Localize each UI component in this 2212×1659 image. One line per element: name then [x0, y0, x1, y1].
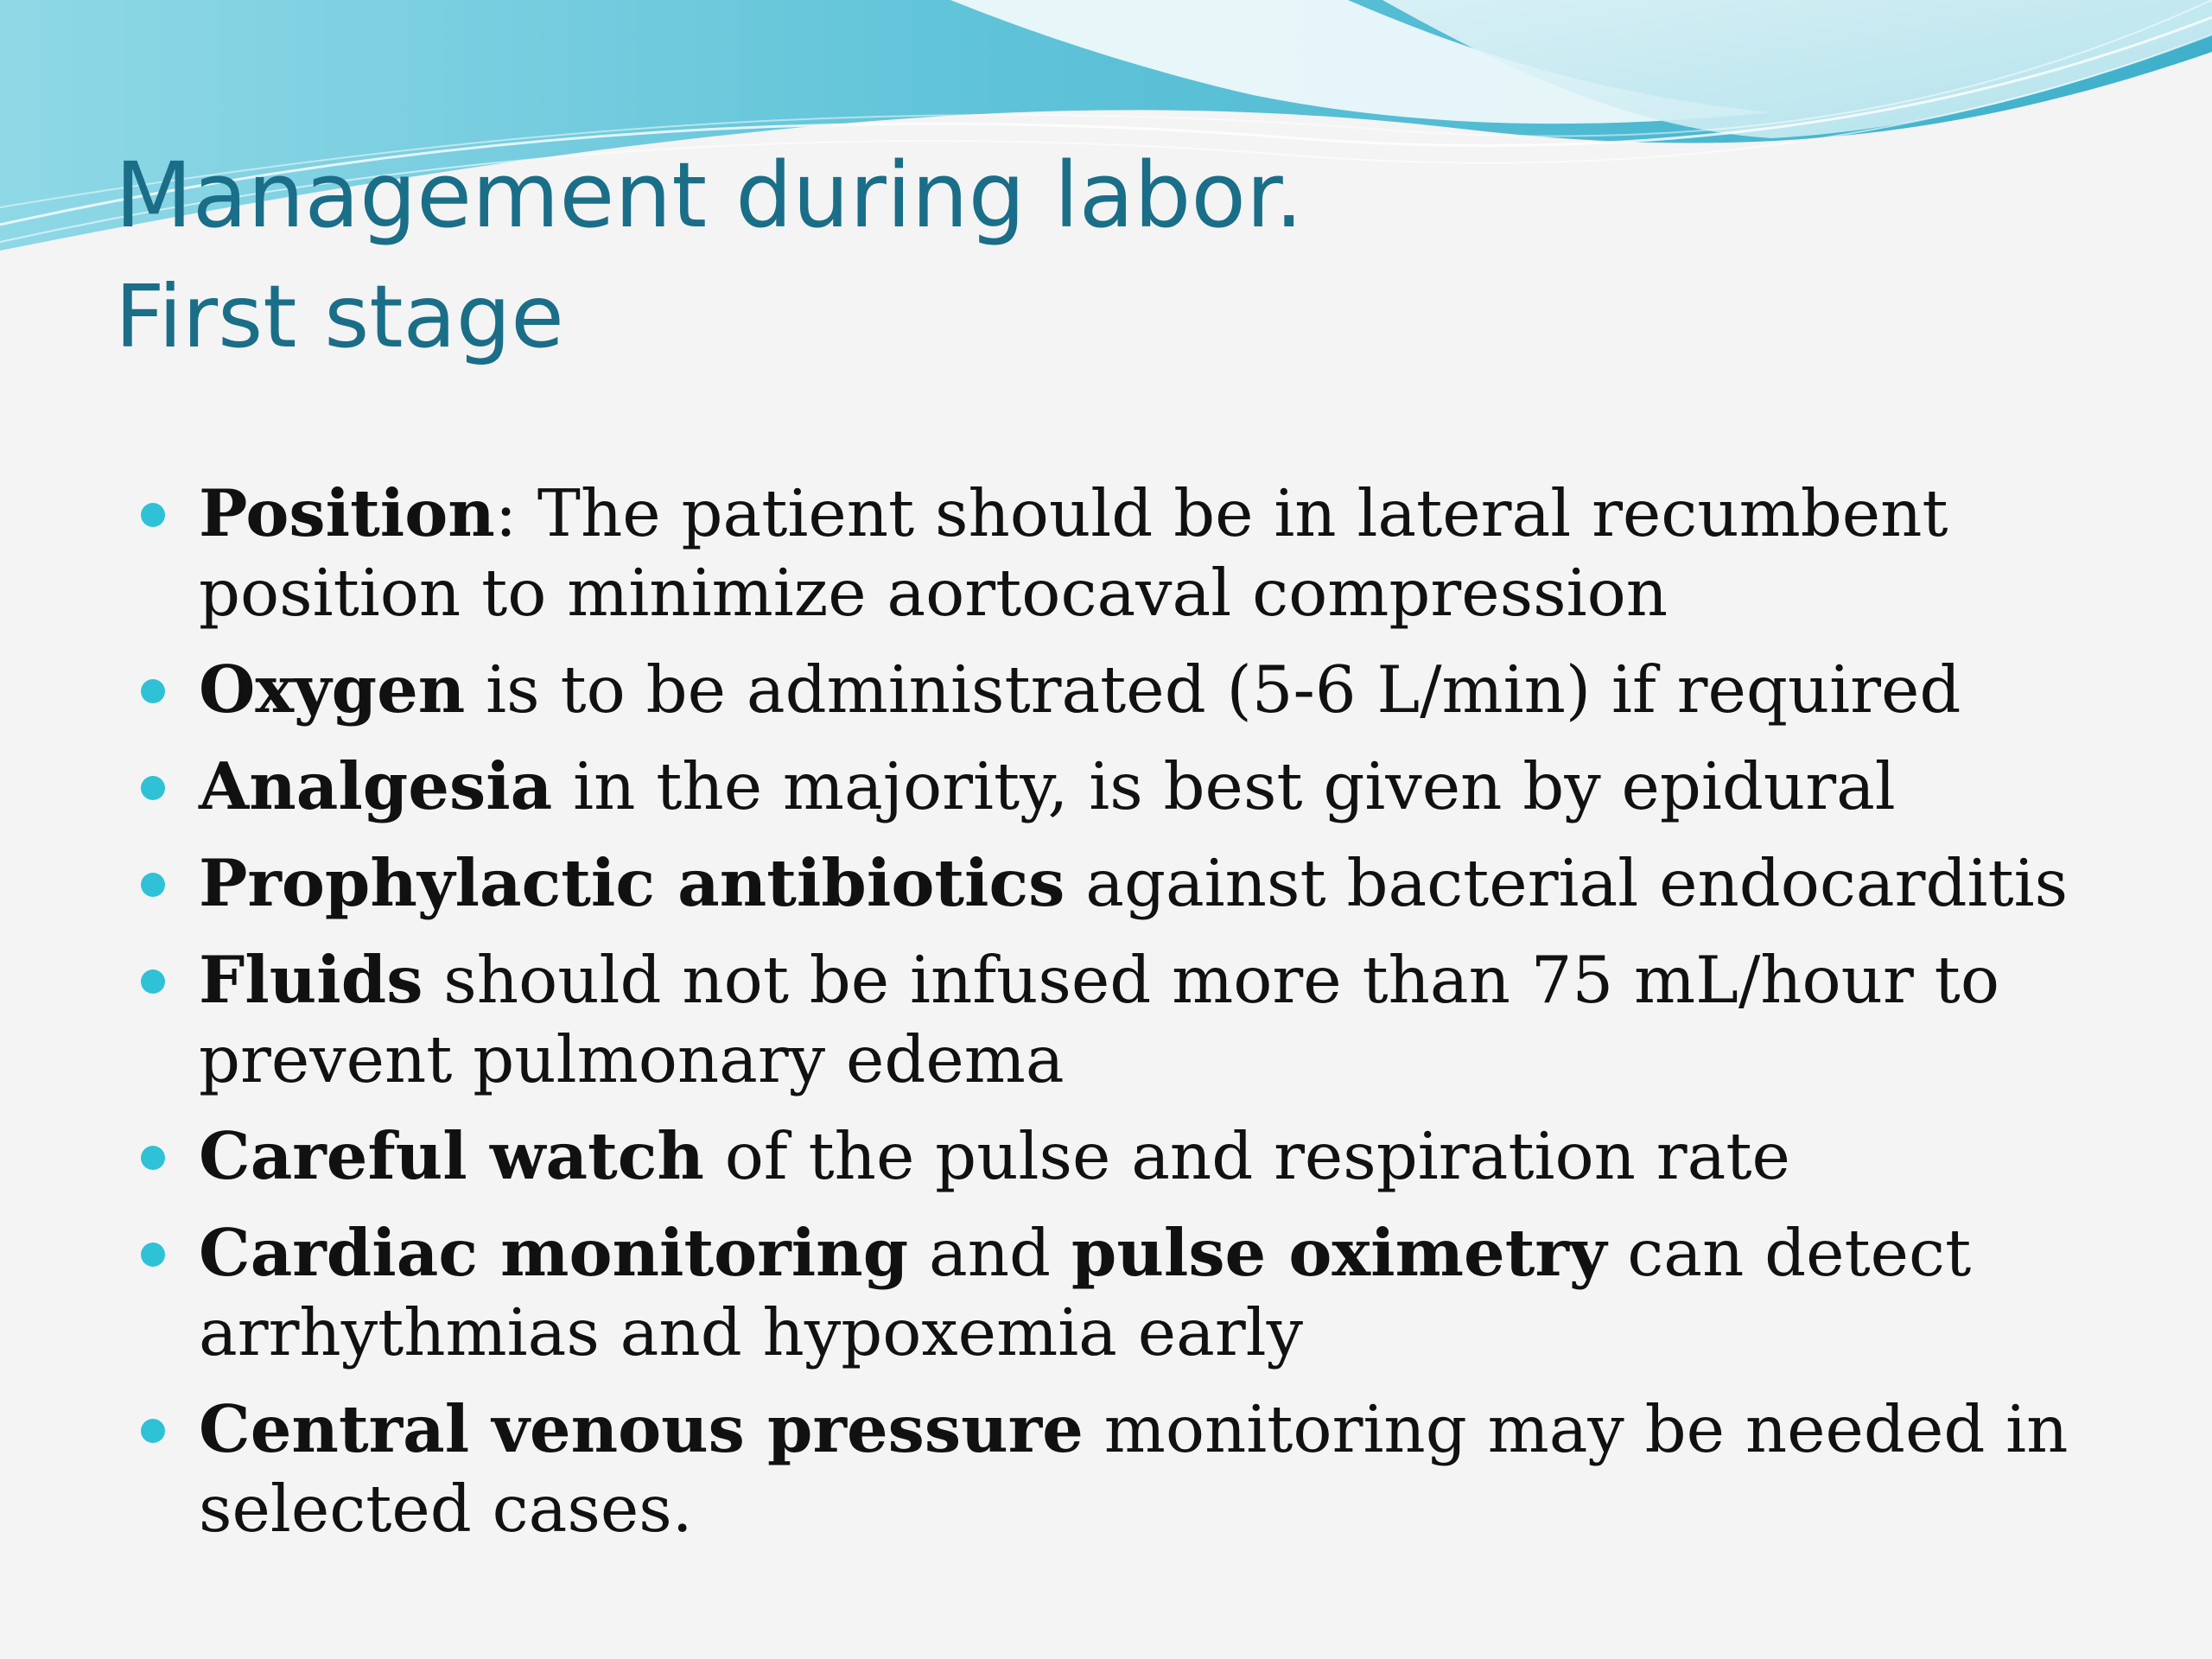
bullet-icon — [141, 1146, 165, 1170]
bullet-icon — [141, 873, 165, 897]
bullet-text: in the majority, is best given by epidural — [552, 748, 1896, 824]
bullet-item-cardiac-monitoring — [0, 1213, 2212, 1372]
bullet-term: Careful watch — [199, 1118, 704, 1194]
bullet-item-oxygen — [0, 650, 2212, 729]
slide-subtitle: First stage — [115, 266, 564, 367]
bullet-icon — [141, 503, 165, 527]
bullet-item-cvp — [0, 1389, 2212, 1548]
bullet-item-careful-watch — [0, 1116, 2212, 1196]
bullet-item-position — [0, 474, 2212, 632]
bullet-text: is to be administrated (5-6 L/min) if required — [465, 652, 1961, 728]
bullet-term: Central venous pressure — [199, 1391, 1084, 1467]
title-block — [115, 138, 2102, 382]
bullet-term: Fluids — [199, 942, 423, 1018]
bullet-icon — [141, 679, 165, 703]
bullet-icon — [141, 1419, 165, 1443]
bullet-icon — [141, 1243, 165, 1267]
bullet-icon — [141, 776, 165, 800]
bullet-icon — [141, 969, 165, 994]
bullet-term: Position — [199, 475, 495, 551]
bullet-item-analgesia — [0, 747, 2212, 826]
bullet-text: against bacterial endocarditis — [1065, 845, 2069, 921]
slide-title: Management during labor. — [115, 143, 1304, 248]
bullet-item-antibiotics — [0, 843, 2212, 923]
bullet-term: Cardiac monitoring — [199, 1215, 909, 1291]
bullet-text: monitoring may be needed in selected cases. — [199, 1391, 2069, 1547]
bullet-list — [0, 474, 2212, 1566]
bullet-text: of the pulse and respiration rate — [703, 1118, 1790, 1194]
bullet-term: Oxygen — [199, 652, 466, 728]
bullet-item-fluids — [0, 940, 2212, 1099]
bullet-text-secondary: can detect arrhythmias and hypoxemia early — [199, 1215, 1972, 1370]
bullet-term: Prophylactic antibiotics — [199, 845, 1065, 921]
bullet-text: : The patient should be in lateral recumbent position to minimize aortocaval compression — [199, 475, 1948, 631]
bullet-term-secondary: pulse oximetry — [1071, 1215, 1607, 1291]
bullet-text: and — [908, 1215, 1071, 1291]
bullet-term: Analgesia — [199, 748, 553, 824]
bullet-text: should not be infused more than 75 mL/hour to prevent pulmonary edema — [199, 942, 1999, 1097]
